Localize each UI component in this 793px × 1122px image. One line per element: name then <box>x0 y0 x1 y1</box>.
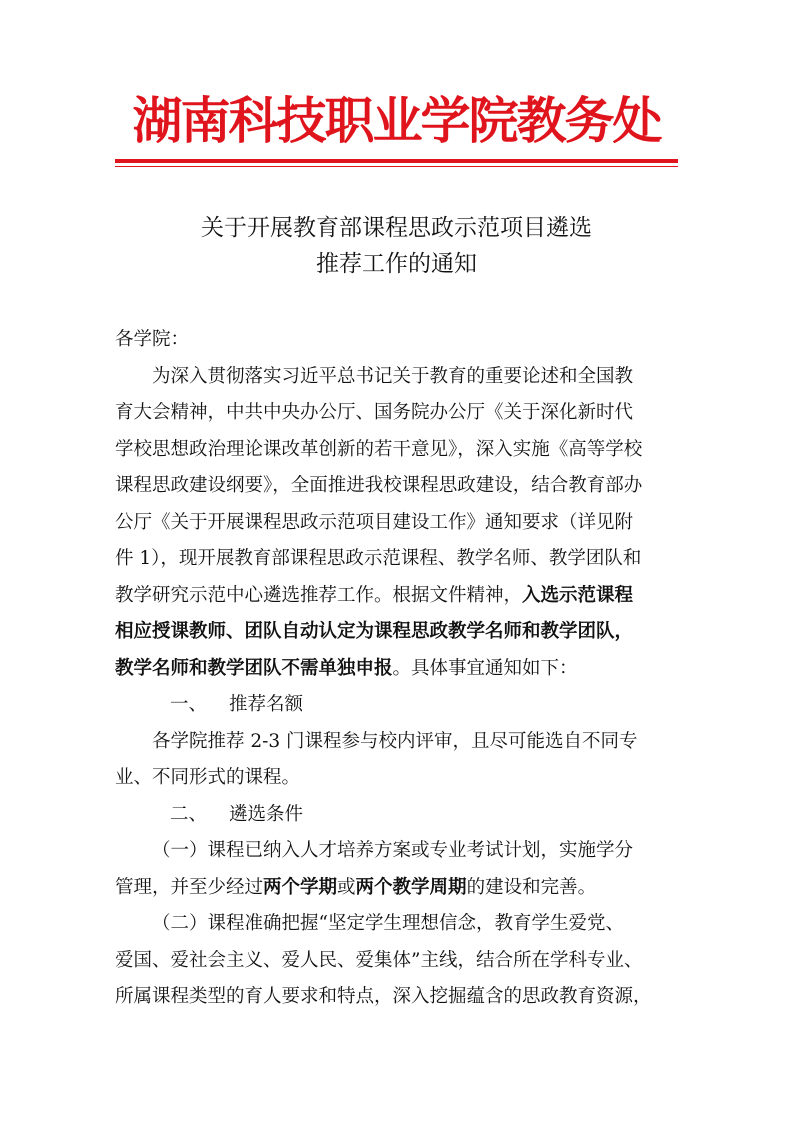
section-heading-2 <box>115 797 678 834</box>
condition-text: 管理，并至少经过 <box>115 876 264 898</box>
document-title-line-1: 关于开展教育部课程思政示范项目遴选 <box>201 215 592 241</box>
section-heading-1 <box>115 687 678 724</box>
section-1-line: 各学院推荐 2-3 门课程参与校内评审，且尽可能选自不同专 <box>152 730 638 752</box>
intro-line: 件 1），现开展教育部课程思政示范课程、教学名师、教学团队和 <box>115 548 642 569</box>
intro-line: 育大会精神，中共中央办公厅、国务院办公厅《关于深化新时代 <box>115 402 634 423</box>
intro-line <box>115 651 678 688</box>
intro-text: 教学研究示范中心遴选推荐工作。根据文件精神， <box>115 584 523 606</box>
condition-text: 的建设和完善。 <box>466 876 597 898</box>
condition-2-paragraph <box>115 906 678 1016</box>
intro-line: 公厅《关于开展课程思政示范项目建设工作》通知要求（详见附 <box>115 511 634 533</box>
intro-text: 。具体事宜通知如下： <box>392 657 578 679</box>
intro-line: 为深入贯彻落实习近平总书记关于教育的重要论述和全国教 <box>152 365 634 387</box>
section-number: 一、 <box>170 694 208 715</box>
intro-bold-text: 相应授课教师、团队自动认定为课程思政教学名师和教学团队， <box>115 621 634 642</box>
letterhead-rule-thin <box>115 166 678 167</box>
condition-1-paragraph <box>115 833 678 906</box>
document-body <box>115 322 678 1016</box>
condition-bold-text: 两个教学周期 <box>355 876 467 898</box>
section-title: 推荐名额 <box>229 694 304 715</box>
condition-2-line: （二）课程准确把握“坚定学生理想信念，教育学生爱党、 <box>152 913 624 934</box>
intro-paragraph <box>115 359 678 688</box>
document-title-line-2: 推荐工作的通知 <box>316 251 477 277</box>
document-title <box>115 210 678 282</box>
salutation: 各学院： <box>115 329 190 350</box>
intro-bold-text: 入选示范课程 <box>522 584 634 606</box>
condition-1-line <box>115 870 678 907</box>
intro-line <box>115 614 678 651</box>
intro-bold-text: 教学名师和教学团队不需单独申报 <box>115 657 393 679</box>
letterhead <box>115 92 678 150</box>
intro-line: 课程思政建设纲要》，全面推进我校课程思政建设，结合教育部办 <box>115 475 643 496</box>
section-1-paragraph <box>115 724 678 797</box>
condition-2-line: 所属课程类型的育人要求和特点，深入挖掘蕴含的思政教育资源， <box>115 986 652 1007</box>
condition-text: 或 <box>337 876 356 898</box>
intro-line <box>115 578 678 615</box>
letterhead-rule-thick <box>115 159 678 163</box>
section-title: 遴选条件 <box>229 803 304 825</box>
letterhead-title: 湖南科技职业学院教务处 <box>132 91 661 150</box>
condition-bold-text: 两个学期 <box>263 876 338 898</box>
condition-1-line: （一）课程已纳入人才培养方案或专业考试计划，实施学分 <box>152 840 634 861</box>
section-1-line: 业、不同形式的课程。 <box>115 767 301 788</box>
intro-line: 学校思想政治理论课改革创新的若干意见》，深入实施《高等学校 <box>115 438 643 460</box>
section-number: 二、 <box>170 803 208 825</box>
condition-2-line: 爱国、爱社会主义、爱人民、爱集体”主线，结合所在学科专业、 <box>115 949 643 971</box>
